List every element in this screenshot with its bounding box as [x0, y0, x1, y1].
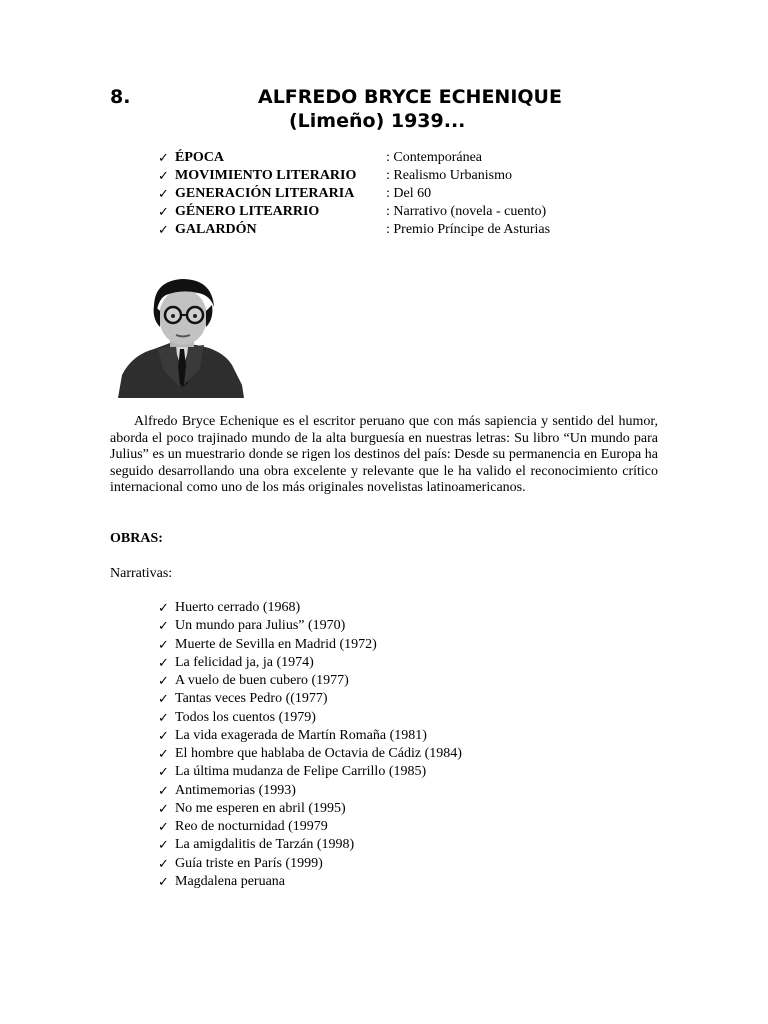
meta-label: ÉPOCA: [175, 150, 224, 165]
author-name-heading: ALFREDO BRYCE ECHENIQUE: [258, 86, 562, 108]
work-title: La vida exagerada de Martín Romaña (1981): [175, 727, 427, 743]
work-title: El hombre que hablaba de Octavia de Cádiz (1984): [175, 746, 462, 761]
meta-label: GALARDÓN: [175, 222, 257, 237]
list-item: [158, 745, 462, 763]
work-title: Magdalena peruana: [175, 873, 285, 889]
list-item: [158, 672, 462, 690]
list-item: [158, 654, 462, 672]
check-icon: ✓: [158, 873, 169, 889]
meta-label: GENERACIÓN LITERARIA: [175, 186, 355, 201]
check-icon: ✓: [158, 782, 169, 798]
check-icon: ✓: [158, 727, 169, 743]
works-heading: OBRAS:: [110, 531, 163, 546]
check-icon: ✓: [158, 600, 169, 615]
work-title: A vuelo de buen cubero (1977): [175, 673, 349, 688]
work-title: No me esperen en abril (1995): [175, 800, 346, 816]
section-number: 8.: [110, 86, 131, 108]
check-icon: ✓: [158, 855, 169, 871]
check-icon: ✓: [158, 186, 169, 201]
list-item: [158, 855, 462, 873]
meta-value: : Contemporánea: [386, 150, 483, 165]
work-title: Todos los cuentos (1979): [175, 709, 316, 725]
work-title: Huerto cerrado (1968): [175, 600, 301, 615]
meta-row-epoca: [158, 149, 550, 167]
check-icon: ✓: [158, 837, 169, 853]
list-item: [158, 836, 462, 854]
work-title: La amigdalitis de Tarzán (1998): [175, 837, 355, 853]
meta-value: : Del 60: [386, 186, 432, 201]
check-icon: ✓: [158, 764, 169, 780]
list-item: [158, 782, 462, 800]
check-icon: ✓: [158, 709, 169, 725]
author-portrait: [118, 275, 244, 398]
list-item: [158, 727, 462, 745]
meta-row-galardon: [158, 221, 550, 239]
meta-label: GÉNERO LITEARRIO: [175, 204, 320, 219]
check-icon: ✓: [158, 618, 169, 634]
work-title: Muerte de Sevilla en Madrid (1972): [175, 636, 377, 652]
check-icon: ✓: [158, 168, 169, 183]
meta-value: : Narrativo (novela - cuento): [386, 204, 547, 219]
work-title: Un mundo para Julius” (1970): [175, 618, 346, 634]
meta-value: : Premio Príncipe de Asturias: [386, 222, 551, 237]
list-item: [158, 800, 462, 818]
narratives-label: Narrativas:: [110, 566, 173, 581]
work-title: La última mudanza de Felipe Carrillo (1985): [175, 764, 427, 780]
check-icon: ✓: [158, 800, 169, 816]
check-icon: ✓: [158, 819, 169, 834]
meta-row-generacion: [158, 185, 550, 203]
meta-label: MOVIMIENTO LITERARIO: [175, 168, 357, 183]
check-icon: ✓: [158, 691, 169, 707]
work-title: Antimemorias (1993): [175, 782, 296, 798]
meta-row-genero: [158, 203, 550, 221]
work-title: Reo de nocturnidad (19979: [175, 819, 328, 834]
list-item: [158, 617, 462, 635]
list-item: [158, 763, 462, 781]
list-item: [158, 818, 462, 836]
biography-paragraph: Alfredo Bryce Echenique es el escritor peruano que con más sapiencia y sentido del humor, aborda el poco trajinado mundo de la alta burguesía en nuestras letras: Su libro “Un mundo para Julius” es un muestrario donde se rigen los destinos del país: Desde su permanencia en Europa ha seguido desarrollando una obra excelente y relevante que le ha valido el reconocimiento crítico internacional como uno de los más originales novelistas latinoamericanos.: [110, 414, 658, 496]
list-item: [158, 873, 462, 891]
work-title: Guía triste en París (1999): [175, 855, 323, 871]
list-item: [158, 690, 462, 708]
works-list: [158, 599, 462, 891]
work-title: Tantas veces Pedro ((1977): [175, 691, 328, 707]
list-item: [158, 709, 462, 727]
meta-row-movimiento: [158, 167, 550, 185]
meta-value: : Realismo Urbanismo: [386, 168, 512, 183]
check-icon: ✓: [158, 654, 169, 670]
author-origin-year-heading: (Limeño) 1939...: [289, 110, 466, 132]
check-icon: ✓: [158, 636, 169, 652]
work-title: La felicidad ja, ja (1974): [175, 654, 314, 670]
check-icon: ✓: [158, 746, 169, 761]
author-metadata-list: [158, 149, 550, 239]
check-icon: ✓: [158, 150, 169, 165]
check-icon: ✓: [158, 222, 169, 237]
list-item: [158, 636, 462, 654]
list-item: [158, 599, 462, 617]
check-icon: ✓: [158, 204, 169, 219]
check-icon: ✓: [158, 673, 169, 688]
